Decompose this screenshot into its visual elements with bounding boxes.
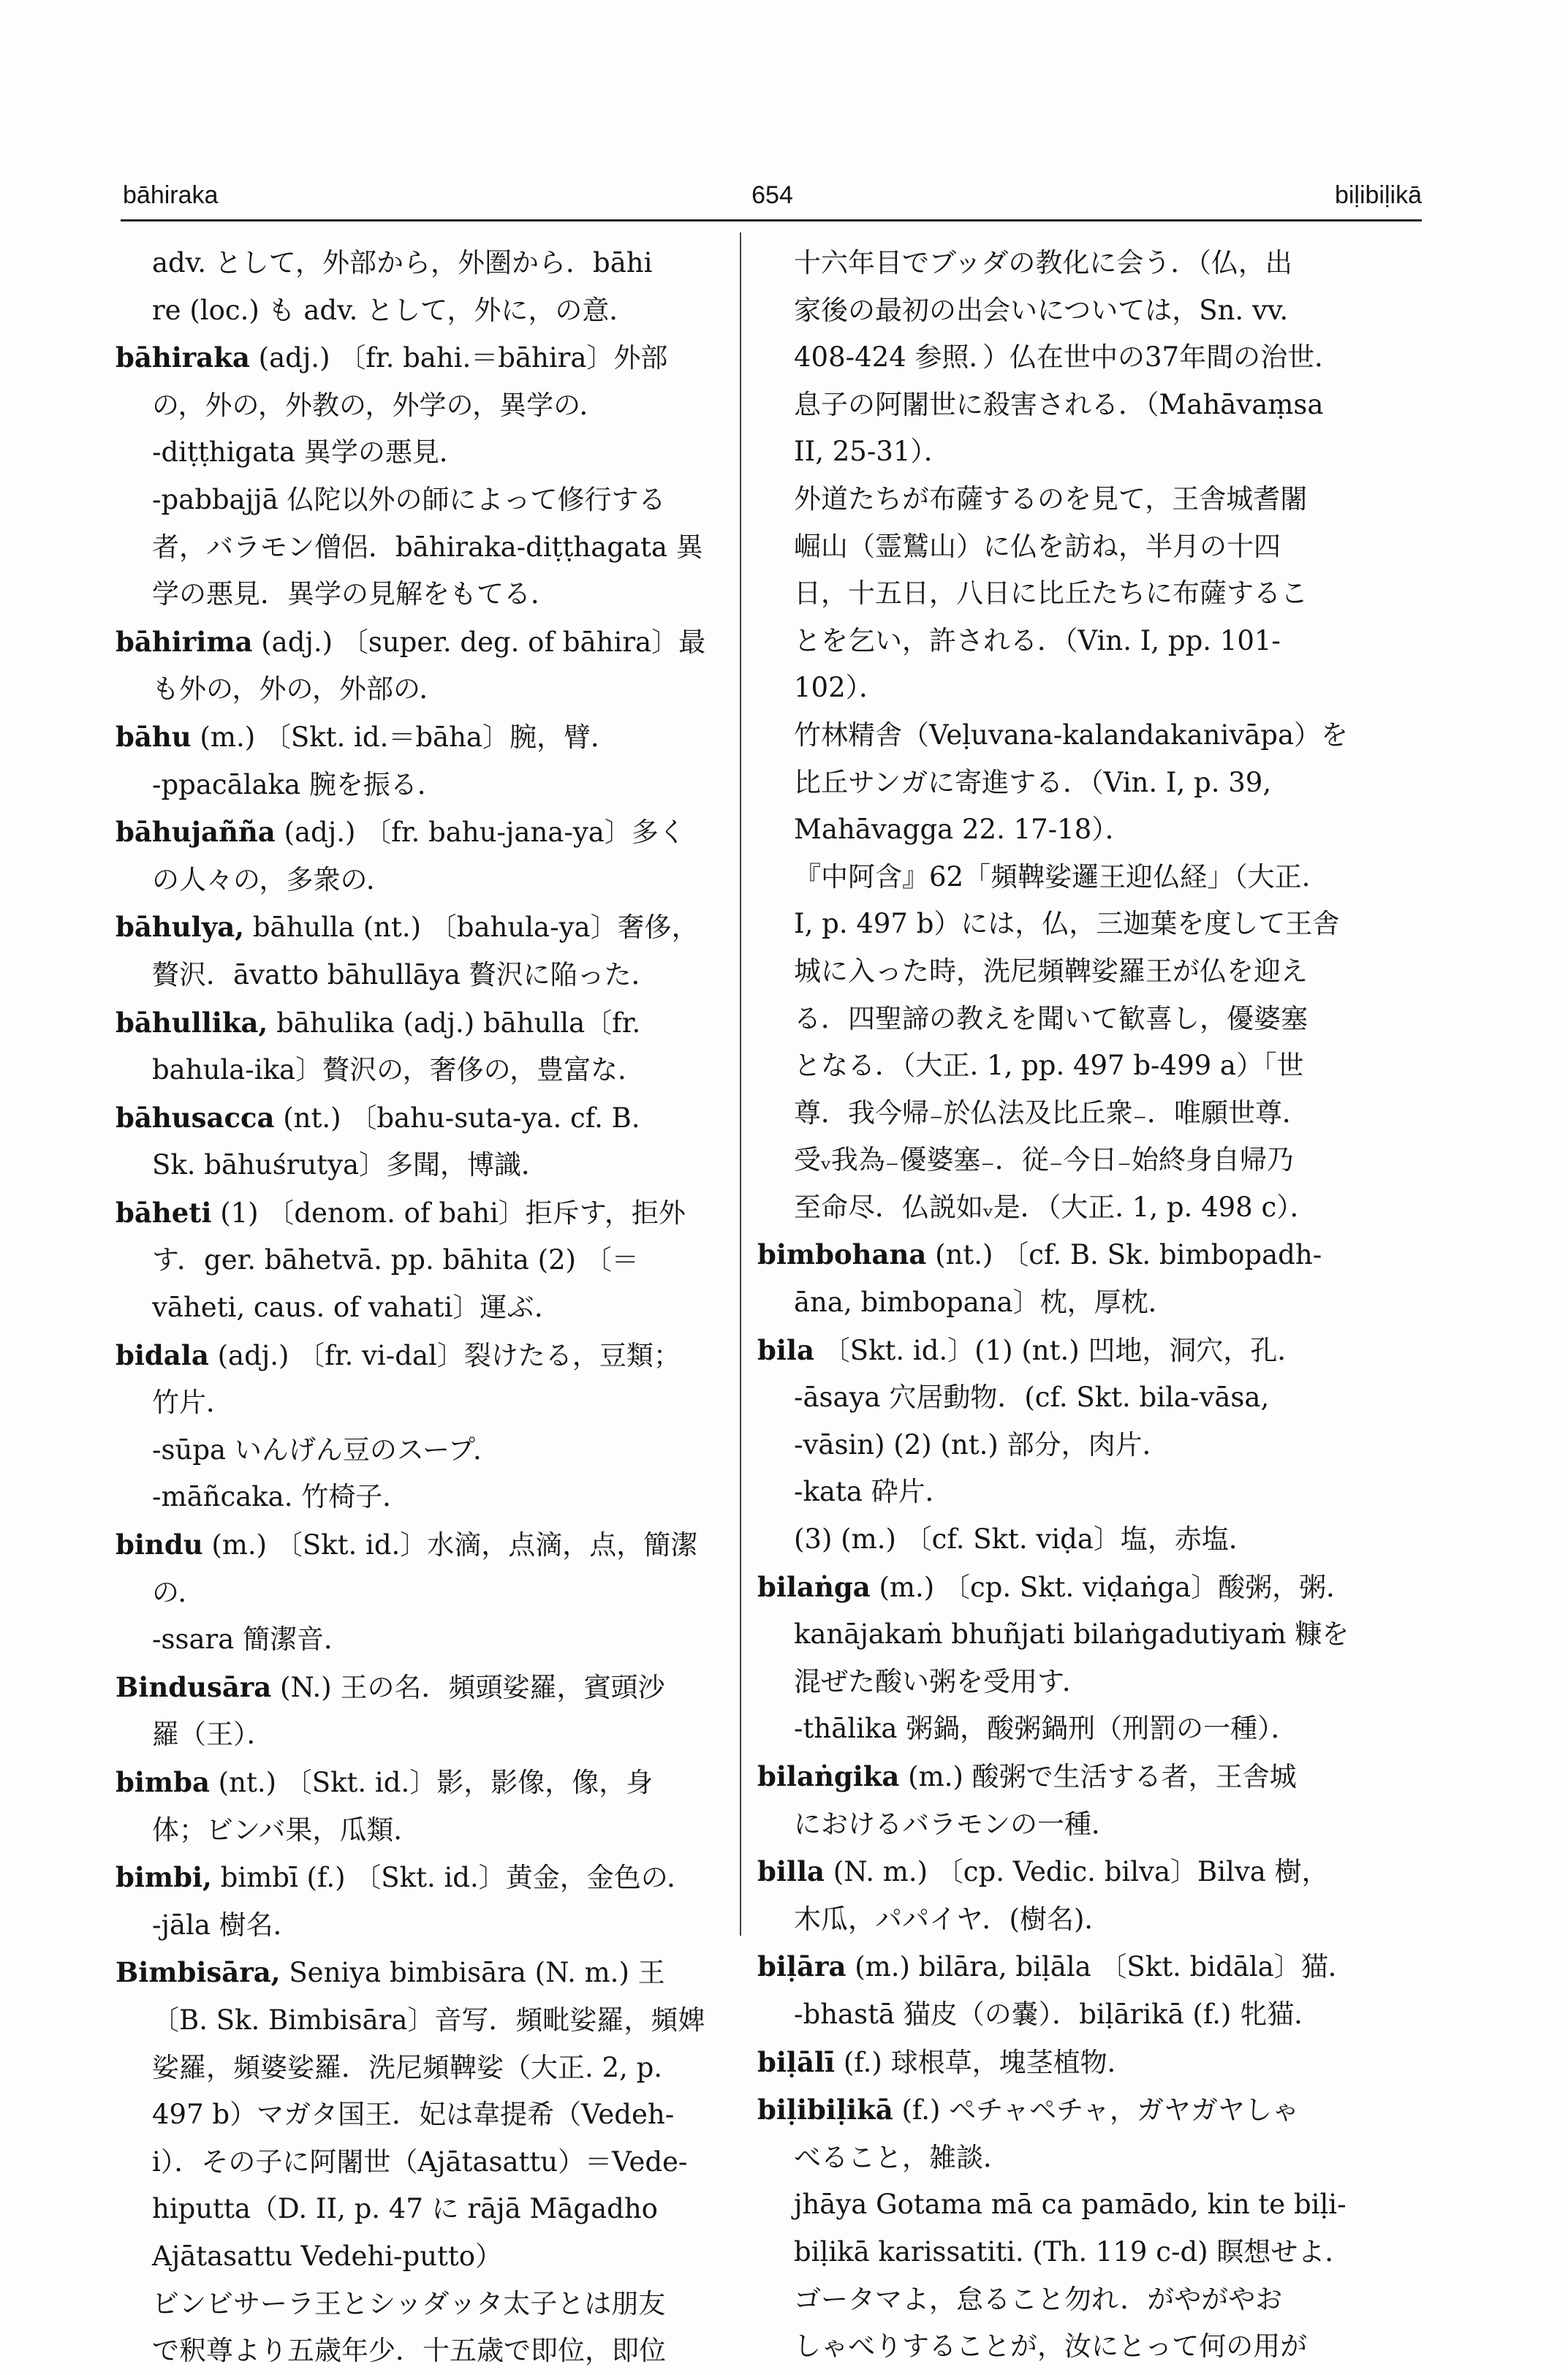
text-line: 娑羅，頻婆娑羅．洗尼頻鞞娑（大正. 2, p. bbox=[152, 2051, 663, 2083]
sub-entry-line: -ppacālaka 腕を振る． bbox=[152, 768, 444, 800]
text-line: 竹片． bbox=[152, 1387, 233, 1419]
entry-line: bilaṅga (m.) 〔cp. Skt. viḍaṅga〕酸粥，粥． bbox=[757, 1570, 1354, 1603]
sub-entry-line: -pabbajjā 仏陀以外の師によって修行する bbox=[152, 483, 666, 515]
text-line: 408-424 参照．）仏在世中の37年間の治世． bbox=[794, 341, 1342, 374]
text-line: ゴータマよ，怠ること勿れ．がやがやお bbox=[794, 2283, 1283, 2315]
text-line: ビンビサーラ王とシッダッタ太子とは朋友 bbox=[152, 2287, 666, 2319]
sub-entry-line: -māñcaka. 竹椅子． bbox=[152, 1481, 410, 1513]
text-line: adv. として，外部から，外圏から．bāhi bbox=[152, 247, 653, 279]
entry-line: Bindusāra (N.) 王の名．頻頭娑羅，賓頭沙 bbox=[115, 1670, 665, 1703]
text-line: 息子の阿闍世に殺害される．（Mahāvaṃsa bbox=[794, 388, 1324, 420]
text-line: 崛山（霊鷲山）に仏を訪ね，半月の十四 bbox=[794, 530, 1281, 562]
sub-entry-line: -āsaya 穴居動物．(cf. Skt. bila-vāsa, bbox=[794, 1382, 1270, 1414]
text-line: 贅沢．āvatto bāhullāya 贅沢に陥った． bbox=[152, 958, 659, 990]
right-column bbox=[757, 240, 1401, 2371]
text-line: とを乞い，許される．（Vin. I, pp. 101- bbox=[794, 624, 1281, 656]
text-line: 十六年目でブッダの教化に会う．（仏，出 bbox=[794, 247, 1292, 279]
text-line: re (loc.) も adv. として，外に，の意． bbox=[152, 294, 637, 326]
text-line: 比丘サンガに寄進する．（Vin. I, p. 39, bbox=[794, 766, 1272, 798]
text-line: 羅（王）． bbox=[152, 1719, 274, 1751]
entry-line: bāhullika, bāhulika (adj.) bāhulla〔fr. bbox=[115, 1006, 641, 1039]
sub-entry-line: -thālika 粥鍋，酸粥鍋刑（刑罰の一種）． bbox=[794, 1713, 1298, 1745]
text-line: 102）． bbox=[794, 672, 887, 704]
entry-line: bindu (m.) 〔Skt. id.〕水滴，点滴，点，簡潔 bbox=[115, 1529, 698, 1561]
text-line: となる．（大正. 1, pp. 497 b-499 a）「世 bbox=[794, 1050, 1304, 1082]
text-line: kanājakaṁ bhuñjati bilaṅgadutiyaṁ 糠を bbox=[794, 1618, 1349, 1651]
text-line: Mahāvagga 22. 17-18）． bbox=[794, 814, 1132, 846]
entry-line: bila 〔Skt. id.〕(1) (nt.) 凹地，洞穴，孔． bbox=[757, 1333, 1305, 1366]
entry-line: bāhujañña (adj.) 〔fr. bahu-jana-ya〕多く bbox=[115, 816, 686, 849]
entry-line: bimba (nt.) 〔Skt. id.〕影，影像，像，身 bbox=[115, 1766, 654, 1798]
text-line: hiputta（D. II, p. 47 に rājā Māgadho bbox=[152, 2193, 658, 2225]
entry-line: Bimbisāra, Seniya bimbisāra (N. m.) 王 bbox=[115, 1956, 665, 1989]
sub-entry-line: -sūpa いんげん豆のスープ． bbox=[152, 1433, 501, 1466]
text-line: Sk. bāhuśrutya〕多聞，博識． bbox=[152, 1149, 549, 1181]
sub-entry-line: -bhastā 猫皮（の嚢）．biḷārikā (f.) 牝猫． bbox=[794, 1998, 1322, 2030]
entry-line: bilaṅgika (m.) 酸粥で生活する者，王舎城 bbox=[757, 1760, 1297, 1792]
text-line: の，外の，外教の，外学の，異学の． bbox=[152, 389, 607, 421]
left-guide-word: bāhiraka bbox=[123, 181, 219, 209]
text-line: 家後の最初の出会いについては，Sn. vv. bbox=[794, 294, 1289, 326]
text-line: 至命尽．仏説如ᵥ是．（大正. 1, p. 498 c）． bbox=[794, 1191, 1317, 1223]
text-line: におけるバラモンの一種． bbox=[794, 1808, 1118, 1840]
text-line: 尊．我今帰₋於仏法及比丘衆₋．唯願世尊． bbox=[794, 1096, 1310, 1129]
text-line: 竹林精舎（Veḷuvana-kalandakanivāpa）を bbox=[794, 719, 1349, 751]
entry-line: bimbohana (nt.) 〔cf. B. Sk. bimbopadh- bbox=[757, 1238, 1322, 1271]
text-line: の人々の，多衆の． bbox=[152, 863, 394, 895]
text-line: 『中阿含』62「頻鞞娑邏王迎仏経」（大正. bbox=[794, 860, 1311, 893]
entry-line: bāheti (1) 〔denom. of bahi〕拒斥す，拒外 bbox=[115, 1196, 686, 1229]
entry-line: biḷālī (f.) 球根草，塊茎植物． bbox=[757, 2045, 1135, 2078]
sub-entry-line: -diṭṭhigata 異学の悪見． bbox=[152, 436, 466, 469]
text-line: jhāya Gotama mā ca pamādo, kin te biḷi- bbox=[794, 2189, 1347, 2221]
text-line: 体；ビンバ果，瓜類． bbox=[152, 1814, 421, 1846]
text-line: 木瓜，パパイヤ．(樹名)． bbox=[794, 1903, 1112, 1935]
text-line: I, p. 497 b）には，仏，三迦葉を度して王舎 bbox=[794, 908, 1340, 940]
entry-line: billa (N. m.) 〔cp. Vedic. bilva〕Bilva 樹， bbox=[757, 1855, 1329, 1888]
left-column bbox=[115, 240, 722, 2375]
sub-entry-line: -vāsin) (2) (nt.) 部分，肉片． bbox=[794, 1428, 1170, 1461]
text-line: べること，雑談． bbox=[794, 2141, 1010, 2173]
text-line: 者，バラモン僧侶．bāhiraka-diṭṭhagata 異 bbox=[152, 531, 703, 563]
sub-entry-line: (3) (m.) 〔cf. Skt. viḍa〕塩，赤塩． bbox=[794, 1523, 1256, 1556]
text-line: の． bbox=[152, 1576, 205, 1608]
entry-line: bimbi, bimbī (f.) 〔Skt. id.〕黄金，金色の． bbox=[115, 1861, 694, 1894]
text-line: vāheti, caus. of vahati〕運ぶ． bbox=[152, 1292, 562, 1324]
text-line: Ajātasattu Vedehi-putto） bbox=[152, 2240, 503, 2272]
entry-line: biḷāra (m.) bilāra, biḷāla 〔Skt. bidāla〕猫． bbox=[757, 1950, 1355, 1983]
text-line: āna, bimbopana〕枕，厚枕． bbox=[794, 1287, 1175, 1319]
text-line: i）．その子に阿闍世（Ajātasattu）＝Vede- bbox=[152, 2145, 688, 2178]
column-divider bbox=[740, 232, 741, 1936]
text-line: 受ᵥ我為₋優婆塞₋．従₋今日₋始終身自帰乃 bbox=[794, 1144, 1294, 1176]
text-line: II, 25-31）． bbox=[794, 436, 951, 468]
right-guide-word: biḷibiḷikā bbox=[1334, 181, 1422, 209]
text-line: る．四聖諦の教えを聞いて歓喜し，優婆塞 bbox=[794, 1002, 1308, 1034]
text-line: す．ger. bāhetvā. pp. bāhita (2) 〔＝ bbox=[152, 1244, 639, 1276]
text-line: も外の，外の，外部の． bbox=[152, 673, 447, 705]
sub-entry-line: -ssara 簡潔音． bbox=[152, 1624, 352, 1656]
entry-line: biḷibiḷikā (f.) ペチャペチャ，ガヤガヤしゃ bbox=[757, 2094, 1299, 2126]
sub-entry-line: -kata 砕片． bbox=[794, 1476, 952, 1508]
entry-line: bāhu (m.) 〔Skt. id.＝bāha〕腕，臂． bbox=[115, 720, 618, 753]
text-line: 497 b）マガタ国王．妃は韋提希（Vedeh- bbox=[152, 2099, 675, 2131]
text-line: しゃべりすることが，汝にとって何の用が bbox=[794, 2330, 1308, 2363]
page-number: 654 bbox=[751, 181, 793, 209]
page-header bbox=[123, 181, 1422, 222]
text-line: biḷikā karissatiti. (Th. 119 c-d) 瞑想せよ． bbox=[794, 2235, 1352, 2268]
text-line: 学の悪見．異学の見解をもてる． bbox=[152, 578, 558, 610]
text-line: 混ぜた酸い粥を受用す． bbox=[794, 1665, 1090, 1697]
entry-line: bāhulya, bāhulla (nt.) 〔bahula-ya〕奢侈， bbox=[115, 911, 699, 944]
entry-line: bidala (adj.) 〔fr. vi-dal〕裂けたる，豆類； bbox=[115, 1338, 681, 1371]
text-line: bahula-ika〕贅沢の，奢侈の，豊富な． bbox=[152, 1054, 645, 1086]
entry-line: bāhusacca (nt.) 〔bahu-suta-ya. cf. B. bbox=[115, 1101, 640, 1134]
text-line: で釈尊より五歳年少．十五歳で即位，即位 bbox=[152, 2335, 666, 2367]
entry-line: bāhirima (adj.) 〔super. deg. of bāhira〕最 bbox=[115, 625, 706, 658]
text-line: 城に入った時，洗尼頻鞞娑羅王が仏を迎え bbox=[794, 955, 1308, 987]
text-line: 日，十五日，八日に比丘たちに布薩するこ bbox=[794, 577, 1308, 610]
header-rule bbox=[121, 219, 1422, 221]
sub-entry-line: -jāla 樹名． bbox=[152, 1909, 300, 1941]
entry-line: bāhiraka (adj.) 〔fr. bahi.＝bāhira〕外部 bbox=[115, 341, 668, 374]
text-line: 外道たちが布薩するのを見て，王舎城耆闍 bbox=[794, 482, 1308, 515]
text-line: 〔B. Sk. Bimbisāra〕音写．頻毗娑羅，頻婢 bbox=[152, 2004, 705, 2036]
